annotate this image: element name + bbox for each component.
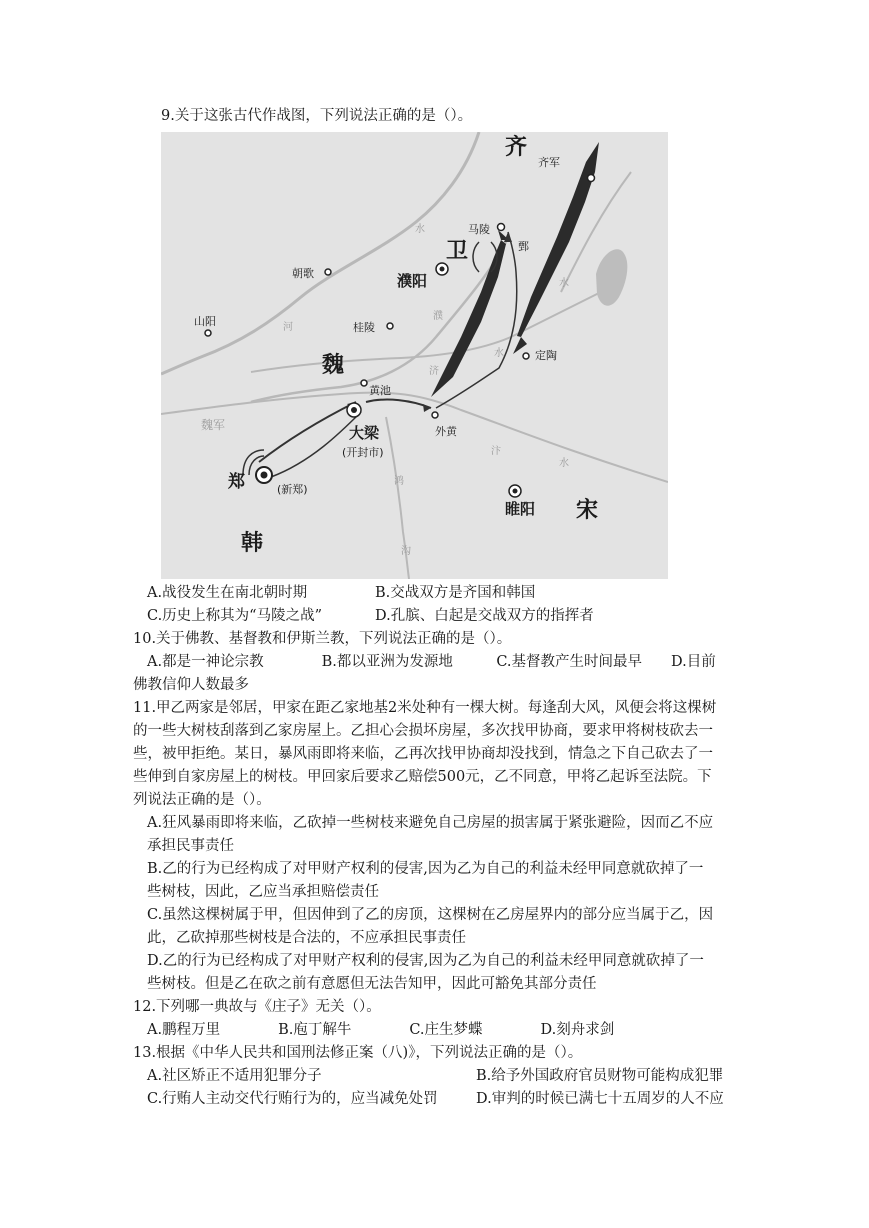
q13-stem: 13.根据《中华人民共和国刑法修正案（八)》，下列说法正确的是（）。: [133, 1045, 583, 1061]
q13-option-a: A.社区矫正不适用犯罪分子: [147, 1068, 322, 1084]
map-label-puyang: 濮阳: [397, 272, 428, 290]
map-label-wei-small: 卫: [446, 239, 469, 264]
map-label-wei-army: 魏军: [201, 418, 226, 432]
map-label-zhaoge: 朝歌: [292, 267, 314, 280]
map-label-suiyang: 睢阳: [505, 500, 536, 518]
q11-line: 的一些大树枝刮落到乙家房屋上。乙担心会损坏房屋，多次找甲协商，要求甲将树枝砍去一: [133, 723, 713, 739]
map-river-pu: 濮: [433, 311, 443, 322]
map-label-juan: 鄄: [518, 240, 529, 253]
map-label-guiling: 桂陵: [353, 321, 375, 334]
q11-option-line: 此，乙砍掉那些树枝是合法的，不应承担民事责任: [147, 930, 466, 946]
map-label-dingtao: 定陶: [535, 349, 557, 362]
map-label-kaifeng: (开封市): [342, 446, 384, 459]
q11-option-line: B.乙的行为已经构成了对甲财产权利的侵害,因为乙为自己的利益未经甲同意就砍掉了一: [147, 861, 704, 877]
map-river-ji: 济: [429, 366, 439, 377]
q10-continuation: 佛教信仰人数最多: [133, 677, 249, 693]
q9-option-d: D.孔膑、白起是交战双方的指挥者: [375, 608, 594, 624]
map-label-song: 宋: [576, 498, 599, 523]
q13-option-d: D.审判的时候已满七十五周岁的人不应: [476, 1091, 724, 1107]
q11-option-line: A.狂风暴雨即将来临，乙砍掉一些树枝来避免自己房屋的损害属于紧张避险，因而乙不应: [147, 815, 714, 831]
q11-option-line: D.乙的行为已经构成了对甲财产权利的侵害,因为乙为自己的利益未经甲同意就砍掉了一: [147, 953, 704, 969]
q9-stem: 9.关于这张古代作战图，下列说法正确的是（）。: [161, 108, 473, 124]
map-river-shui-2: 水: [559, 278, 569, 289]
q11-option-line: 些树枝，因此，乙应当承担赔偿责任: [147, 884, 379, 900]
q13-option-c: C.行贿人主动交代行贿行为的，应当减免处罚: [147, 1091, 438, 1107]
map-river-he: 河: [283, 322, 293, 333]
q9-option-a: A.战役发生在南北朝时期: [147, 585, 308, 601]
map-label-shanyang: 山阳: [194, 315, 216, 328]
map-label-qi-army: 齐军: [538, 156, 560, 169]
map-label-zheng: 郑: [228, 472, 245, 492]
q10-stem: 10.关于佛教、基督教和伊斯兰教，下列说法正确的是（）。: [133, 631, 512, 647]
map-label-state-wei: 魏: [322, 353, 345, 378]
map-river-shui-4: 水: [559, 458, 569, 469]
map-river-shui-3: 水: [494, 348, 504, 359]
q10-options: A.都是一神论宗教 B.都以亚洲为发源地 C.基督教产生时间最早 D.目前: [147, 654, 716, 670]
q11-line: 些，被甲拒绝。某日，暴风雨即将来临，乙再次找甲协商却没找到，情急之下自己砍去了一: [133, 746, 713, 762]
q11-line: 列说法正确的是（）。: [133, 792, 271, 808]
map-label-xinzheng: (新郑): [277, 483, 308, 496]
map-label-han: 韩: [241, 531, 264, 556]
map-label-waihuang: 外黄: [435, 425, 457, 438]
q13-option-b: B.给予外国政府官员财物可能构成犯罪: [476, 1068, 724, 1084]
map-label-qi: 齐: [505, 135, 528, 160]
map-river-shui-1: 水: [415, 224, 425, 235]
map-river-bian: 汴: [491, 446, 501, 457]
q9-option-b: B.交战双方是齐国和韩国: [375, 585, 536, 601]
q11-option-line: C.虽然这棵树属于甲，但因伸到了乙的房顶，这棵树在乙房屋界内的部分应当属于乙，因: [147, 907, 714, 923]
map-label-daliang: 大梁: [349, 424, 380, 442]
q11-option-line: 些树枝。但是乙在砍之前有意愿但无法告知甲，因此可豁免其部分责任: [147, 976, 597, 992]
q12-stem: 12.下列哪一典故与《庄子》无关（）。: [133, 999, 381, 1015]
map-label-huangchi: 黄池: [369, 384, 391, 397]
map-river-hong: 鸿: [394, 476, 404, 487]
q11-option-line: 承担民事责任: [147, 838, 234, 854]
battle-map: [161, 132, 668, 579]
q11-line: 些伸到自家房屋上的树枝。甲回家后要求乙赔偿500元，乙不同意，甲将乙起诉至法院。下: [133, 769, 712, 785]
q11-line: 11.甲乙两家是邻居，甲家在距乙家地基2米处种有一棵大树。每逢刮大风，风便会将这棵树: [133, 700, 717, 716]
map-river-gou: 沟: [401, 546, 411, 557]
q12-options: A.鹏程万里 B.庖丁解牛 C.庄生梦蝶 D.刻舟求剑: [147, 1022, 615, 1038]
map-label-maling: 马陵: [468, 223, 490, 236]
q9-option-c: C.历史上称其为“马陵之战”: [147, 608, 323, 624]
